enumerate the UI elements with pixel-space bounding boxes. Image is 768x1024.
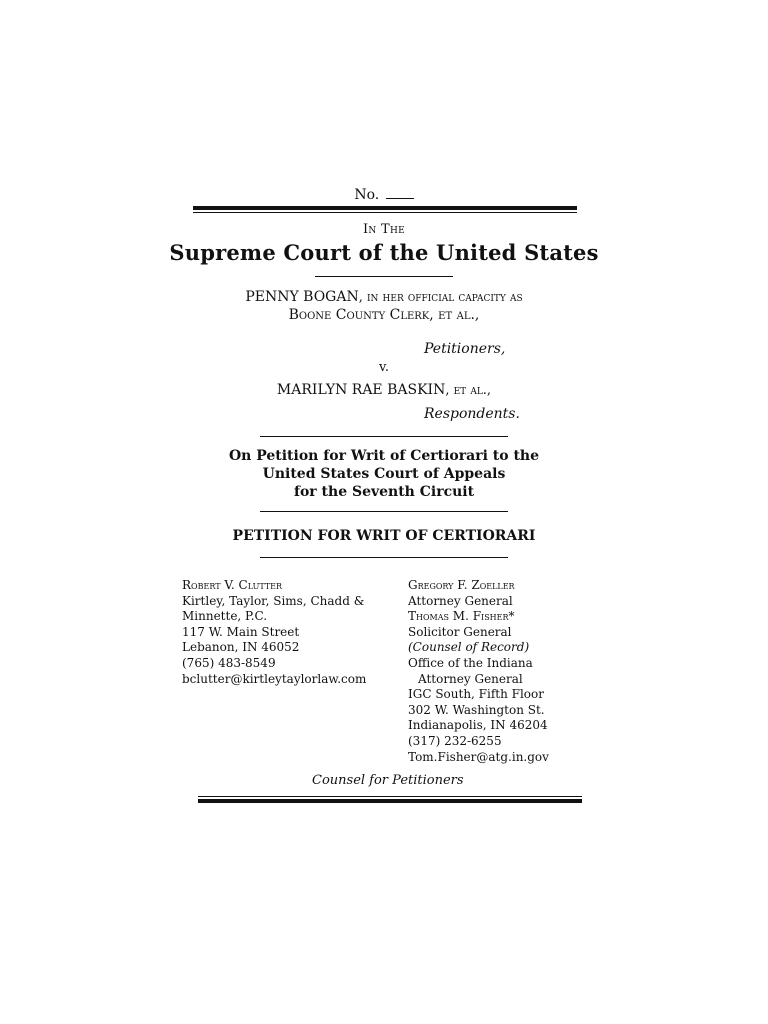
right-counsel-office: Office of the Indiana bbox=[408, 655, 533, 670]
petition-on-line-2: United States Court of Appeals bbox=[262, 466, 506, 482]
right-counsel-city: Indianapolis, IN 46204 bbox=[408, 718, 548, 733]
left-counsel-firm-2: Minnette, P.C. bbox=[182, 609, 268, 624]
petitioner-capacity-1: , in her official capacity as bbox=[358, 290, 523, 305]
right-counsel-record: (Counsel of Record) bbox=[408, 640, 530, 655]
petitioner-role: Petitioners, bbox=[424, 341, 506, 357]
divider-short bbox=[315, 276, 453, 277]
right-counsel-email: Tom.Fisher@atg.in.gov bbox=[408, 749, 549, 764]
petition-on-line-1: On Petition for Writ of Certiorari to the bbox=[228, 448, 540, 464]
versus: v. bbox=[379, 360, 389, 375]
court-name: Supreme Court of the United States bbox=[169, 240, 599, 265]
petitioner-line-1 bbox=[0, 289, 768, 305]
right-counsel-street: 302 W. Washington St. bbox=[408, 702, 545, 717]
respondent-line bbox=[0, 382, 768, 398]
court-prefix: In The bbox=[362, 222, 406, 237]
right-counsel-office-2: Attorney General bbox=[418, 671, 523, 686]
divider-1 bbox=[260, 436, 508, 437]
right-counsel-ag-title: Attorney General bbox=[408, 593, 513, 608]
left-counsel-street: 117 W. Main Street bbox=[182, 624, 300, 639]
right-counsel-sg-title: Solicitor General bbox=[408, 624, 512, 639]
top-double-rule bbox=[193, 206, 577, 213]
bottom-double-rule bbox=[198, 796, 582, 803]
divider-3 bbox=[260, 557, 508, 558]
petition-on-line-3: for the Seventh Circuit bbox=[293, 484, 475, 500]
docket-blank-line bbox=[386, 186, 414, 199]
respondent-suffix: , et al., bbox=[445, 383, 492, 398]
left-counsel-city: Lebanon, IN 46052 bbox=[182, 640, 300, 655]
document-title: PETITION FOR WRIT OF CERTIORARI bbox=[232, 528, 536, 544]
left-counsel-name: Robert V. Clutter bbox=[182, 578, 283, 592]
right-counsel-block bbox=[408, 578, 598, 765]
right-counsel-sg-name: Thomas M. Fisher* bbox=[408, 609, 515, 624]
divider-2 bbox=[260, 511, 508, 512]
petitioner-name: PENNY BOGAN bbox=[245, 289, 359, 305]
docket-label: No. bbox=[354, 187, 380, 203]
respondent-role: Respondents. bbox=[424, 406, 520, 422]
right-counsel-phone: (317) 232-6255 bbox=[408, 733, 502, 748]
left-counsel-block bbox=[182, 578, 382, 687]
right-counsel-building: IGC South, Fifth Floor bbox=[408, 687, 544, 702]
left-counsel-email: bclutter@kirtleytaylorlaw.com bbox=[182, 671, 367, 686]
petitioner-capacity-2: Boone County Clerk, et al., bbox=[288, 307, 480, 323]
counsel-for-petitioners: Counsel for Petitioners bbox=[312, 773, 464, 788]
left-counsel-firm: Kirtley, Taylor, Sims, Chadd & bbox=[182, 593, 365, 608]
docket-number bbox=[0, 186, 768, 203]
respondent-name: MARILYN RAE BASKIN bbox=[276, 382, 446, 398]
left-counsel-phone: (765) 483-8549 bbox=[182, 655, 276, 670]
right-counsel-ag-name: Gregory F. Zoeller bbox=[408, 578, 515, 592]
